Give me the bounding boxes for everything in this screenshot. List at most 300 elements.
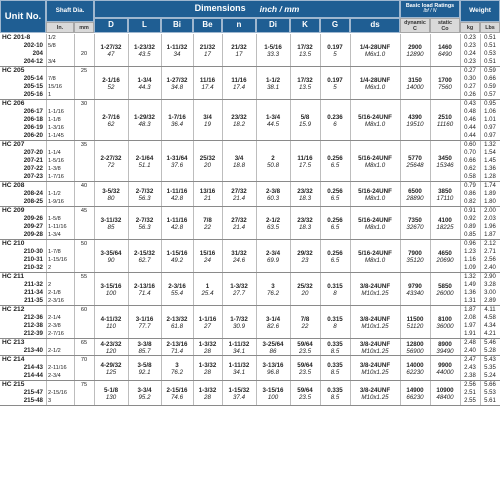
- table-row: [0, 306, 500, 339]
- dim-l: [128, 387, 161, 401]
- rating-static-lbf: 9900: [438, 362, 452, 369]
- dim-g: [320, 77, 350, 91]
- rating-static-n: 39490: [436, 348, 454, 355]
- weight-kg-values: [460, 306, 480, 338]
- dim-l-inch: 1-23/32: [134, 44, 155, 51]
- dim-d: [94, 250, 128, 264]
- weight-kg: 0.24: [464, 51, 476, 57]
- shaft-mm-values: [74, 381, 94, 405]
- rating-static-n: 11160: [436, 121, 454, 128]
- dim-ds-inch: 5/16-24UNF: [358, 114, 392, 121]
- unit-number: HC 215: [2, 381, 25, 388]
- dim-l: [128, 44, 161, 58]
- dim-di: [256, 114, 290, 128]
- header-lbs-label: Lbs: [485, 24, 495, 31]
- weight-lbs-values: [480, 67, 500, 99]
- dim-ds-mm: M10x1.25: [361, 323, 389, 330]
- shaft-mm: [74, 58, 94, 66]
- rating-dynamic-n: 35120: [406, 257, 424, 264]
- weight-lbs: 1.80: [484, 199, 496, 205]
- dim-k-inch: 59/64: [297, 341, 313, 348]
- shaft-inch: 2-15/16: [48, 390, 67, 396]
- dim-di-mm: 44.5: [266, 121, 280, 128]
- weight-lbs: 4.11: [484, 307, 496, 313]
- shaft-inch: 5/8: [48, 43, 56, 49]
- header-col-ds: [350, 18, 400, 33]
- dim-ds-mm: M10x1.25: [361, 394, 389, 401]
- unit-number: HC 212: [2, 306, 25, 313]
- shaft-inch: 1-5/16: [48, 158, 64, 164]
- table-row: [0, 240, 500, 273]
- unit-number: 206-19: [23, 124, 43, 131]
- dim-d-mm: 80: [107, 195, 115, 202]
- dim-g-inch: 0.256: [327, 250, 343, 257]
- shaft-inch: 7/8: [48, 76, 56, 82]
- shaft-inch: 1-15/16: [48, 257, 67, 263]
- dim-ds-inch: 5/16-24UNF: [358, 250, 392, 257]
- weight-lbs: 1.32: [484, 142, 496, 148]
- shaft-inch: 1-1/4: [48, 150, 61, 156]
- dim-d: [94, 283, 128, 297]
- dim-n-mm: 18.8: [232, 162, 246, 169]
- dim-bi-mm: 37.6: [170, 162, 184, 169]
- header-col-bi-label: Bi: [173, 20, 181, 30]
- unit-number: 209-26: [23, 215, 43, 222]
- dim-n-inch: 3/4: [234, 155, 244, 162]
- unit-number: 210-32: [23, 264, 43, 271]
- dim-g: [320, 387, 350, 401]
- shaft-inch: 1-3/16: [48, 125, 64, 131]
- dim-k: [290, 283, 320, 297]
- dim-l: [128, 250, 161, 264]
- weight-kg: 1.91: [464, 331, 476, 337]
- dim-d: [94, 387, 128, 401]
- weight-lbs: 2.90: [484, 274, 496, 280]
- unit-number: 209-27: [23, 223, 43, 230]
- weight-lbs: 1.45: [484, 158, 496, 164]
- dim-be-inch: 15/16: [199, 250, 216, 257]
- dim-g: [320, 217, 350, 231]
- dim-g-inch: 0.197: [327, 44, 343, 51]
- dim-l: [128, 114, 161, 128]
- dim-k-mm: 23.5: [298, 348, 312, 355]
- dim-d-mm: 85: [107, 224, 115, 231]
- weight-lbs-values: [480, 273, 500, 305]
- weight-lbs: 5.66: [484, 382, 496, 388]
- dim-di-inch: 1-5/16: [264, 44, 282, 51]
- rating-dynamic-lbf: 7900: [408, 250, 422, 257]
- unit-number: 208-24: [23, 190, 43, 197]
- dim-n-mm: 17: [235, 51, 243, 58]
- header-in-label: In.: [56, 24, 64, 31]
- header-ratings: [400, 0, 460, 18]
- dim-g-inch: 0.315: [327, 316, 343, 323]
- shaft-inch: 2-1/8: [48, 290, 61, 296]
- dim-k-mm: 13.5: [298, 51, 312, 58]
- dim-di-mm: 100: [267, 394, 279, 401]
- dim-k-inch: 23/32: [297, 217, 313, 224]
- shaft-mm: [74, 215, 94, 223]
- dim-k: [290, 387, 320, 401]
- rating-static-lbf: 3450: [438, 155, 452, 162]
- dim-n-inch: 1-11/32: [228, 341, 250, 348]
- weight-kg: 2.47: [464, 357, 476, 363]
- dim-ds-mm: M8x1.0: [364, 121, 386, 128]
- rating-dynamic: [400, 250, 430, 264]
- dim-k-inch: 59/64: [297, 387, 313, 394]
- dim-ds: [350, 283, 400, 297]
- dim-d: [94, 217, 128, 231]
- unit-number: 207-22: [23, 165, 43, 172]
- dim-k: [290, 44, 320, 58]
- weight-kg: 1.49: [464, 282, 476, 288]
- dim-n: [222, 114, 256, 128]
- weight-kg: 0.62: [464, 166, 476, 172]
- unit-number: 205-16: [23, 91, 43, 98]
- weight-lbs: 0.57: [484, 92, 496, 98]
- header-col-di-label: Di: [269, 20, 277, 30]
- dim-n-mm: 30.9: [232, 323, 246, 330]
- shaft-mm: [74, 397, 94, 405]
- table-row: [0, 339, 500, 356]
- unit-number: 210-31: [23, 256, 43, 263]
- dim-di-mm: 50.8: [266, 162, 280, 169]
- dim-bi-inch: 2-15/16: [166, 387, 188, 394]
- header-col-ds-label: ds: [370, 20, 380, 30]
- header-col-g-label: G: [331, 20, 339, 30]
- dim-bi-inch: 1-15/16: [166, 250, 188, 257]
- dim-be-inch: 1-1/16: [198, 316, 217, 323]
- dim-ds-inch: 3/8-24UNF: [359, 387, 391, 394]
- dim-bi-inch: 1-11/32: [166, 44, 188, 51]
- weight-lbs: 5.24: [484, 373, 496, 379]
- dim-bi: [161, 114, 193, 128]
- unit-numbers: [0, 34, 46, 66]
- unit-number: 205-14: [23, 75, 43, 82]
- dim-d: [94, 114, 128, 128]
- dim-di: [256, 44, 290, 58]
- weight-lbs: 4.34: [484, 323, 496, 329]
- weight-kg: 0.96: [464, 241, 476, 247]
- dim-di-inch: 2-1/2: [265, 217, 281, 224]
- dim-be-mm: 21: [204, 195, 211, 202]
- shaft-inch: 2-3/4: [48, 373, 61, 379]
- unit-numbers: [0, 273, 46, 305]
- header-dynamic: [400, 18, 430, 33]
- dim-n: [222, 250, 256, 264]
- rating-dynamic: [400, 316, 430, 330]
- dim-k-mm: 20: [301, 290, 309, 297]
- dim-k-mm: 15.9: [298, 121, 312, 128]
- rating-dynamic-lbf: 4390: [408, 114, 422, 121]
- unit-numbers: [0, 207, 46, 239]
- rating-dynamic: [400, 155, 430, 169]
- header-shaft-dia-label: Shaft Dia.: [55, 6, 85, 14]
- dim-di: [256, 77, 290, 91]
- unit-numbers: [0, 240, 46, 272]
- weight-kg: 0.60: [464, 142, 476, 148]
- weight-kg: 0.44: [464, 125, 476, 131]
- weight-lbs: 0.51: [484, 35, 496, 41]
- weight-kg: 0.58: [464, 174, 476, 180]
- dim-be-mm: 28: [204, 369, 211, 376]
- header-inch-mm-label: inch / mm: [259, 3, 300, 14]
- weight-kg-values: [460, 34, 480, 66]
- rating-dynamic: [400, 44, 430, 58]
- dim-bi: [161, 250, 193, 264]
- dim-l: [128, 155, 161, 169]
- rating-dynamic-n: 19510: [406, 121, 424, 128]
- unit-number: HC 201-8: [2, 34, 31, 41]
- unit-number: 211-35: [24, 297, 43, 304]
- dim-n: [222, 77, 256, 91]
- dim-ds: [350, 77, 400, 91]
- weight-kg: 0.44: [464, 133, 476, 139]
- shaft-mm-values: [74, 240, 94, 272]
- shaft-inch: [48, 100, 74, 108]
- shaft-inch-values: [46, 182, 74, 206]
- shaft-mm-values: [74, 34, 94, 66]
- dim-be-inch: 25/32: [199, 155, 216, 162]
- dim-di: [256, 387, 290, 401]
- dim-n-inch: 21/32: [231, 44, 247, 51]
- table-row: [0, 356, 500, 381]
- dim-bi: [161, 44, 193, 58]
- shaft-mm: [74, 198, 94, 206]
- dim-be-inch: 1-3/32: [198, 362, 217, 369]
- weight-lbs: 5.35: [484, 365, 496, 371]
- dim-bi: [161, 316, 193, 330]
- header-col-k-label: K: [302, 20, 308, 30]
- shaft-inch: 1-1/45: [48, 133, 64, 139]
- weight-kg: 1.16: [464, 257, 476, 263]
- weight-lbs: 0.97: [484, 125, 496, 131]
- dim-g: [320, 188, 350, 202]
- dim-ds-mm: M8x1.0: [364, 257, 386, 264]
- dim-n-mm: 21.4: [232, 195, 246, 202]
- dim-n-inch: 23/32: [231, 114, 247, 121]
- dim-ds-inch: 5/16-24UNF: [358, 155, 392, 162]
- dim-be-inch: 21/32: [199, 44, 216, 51]
- dim-d-inch: 1-27/32: [100, 44, 122, 51]
- unit-number: 214-43: [23, 364, 43, 371]
- dim-di: [256, 283, 290, 297]
- dim-ds: [350, 250, 400, 264]
- weight-lbs: 1.74: [484, 183, 496, 189]
- weight-lbs-values: [480, 339, 500, 355]
- dim-ds-inch: 5/16-24UNF: [358, 188, 392, 195]
- shaft-mm-values: [74, 339, 94, 355]
- weight-kg: 2.43: [464, 365, 476, 371]
- shaft-inch: [48, 306, 74, 314]
- rating-dynamic: [400, 114, 430, 128]
- dim-di: [256, 217, 290, 231]
- dim-bi-mm: 42.8: [170, 195, 184, 202]
- unit-numbers: [0, 100, 46, 140]
- rating-dynamic-n: 28890: [406, 195, 424, 202]
- unit-numbers: [0, 356, 46, 380]
- dim-n: [222, 155, 256, 169]
- dim-be: [193, 217, 222, 231]
- shaft-mm: [74, 364, 94, 372]
- header-ratings-unit: lbf / N: [423, 8, 437, 15]
- dim-di-mm: 96.8: [266, 369, 280, 376]
- unit-number: 209-28: [23, 231, 43, 238]
- dim-d-inch: 4-29/32: [100, 362, 122, 369]
- shaft-inch: [48, 182, 74, 190]
- weight-lbs: 0.51: [484, 59, 496, 65]
- header-col-be: [193, 18, 222, 33]
- weight-kg: 0.23: [464, 43, 476, 49]
- dim-k-inch: 17/32: [297, 44, 313, 51]
- unit-number: HC 213: [2, 339, 25, 346]
- dim-be: [193, 188, 222, 202]
- weight-lbs-values: [480, 207, 500, 239]
- dim-g-mm: 6.5: [330, 257, 340, 264]
- dim-g-mm: 6.5: [330, 195, 340, 202]
- dim-k-inch: 17/32: [297, 77, 313, 84]
- header-static: [430, 18, 460, 33]
- weight-kg: 1.23: [464, 249, 476, 255]
- rating-dynamic-lbf: 14000: [406, 362, 424, 369]
- dim-d: [94, 362, 128, 376]
- dim-g: [320, 316, 350, 330]
- unit-numbers: [0, 67, 46, 99]
- shaft-mm: [74, 108, 94, 116]
- shaft-inch: 2-3/8: [48, 323, 61, 329]
- dim-ds-mm: M6x1.0: [364, 51, 386, 58]
- dim-l-mm: 48.3: [138, 121, 151, 128]
- dim-bi: [161, 188, 193, 202]
- weight-kg: 2.48: [464, 340, 476, 346]
- dim-l-inch: 2-7/32: [135, 188, 154, 195]
- dim-l-mm: 62.7: [138, 257, 151, 264]
- header-in: [46, 22, 74, 33]
- unit-number: 206-18: [23, 116, 43, 123]
- dim-be-mm: 24: [204, 257, 211, 264]
- dim-g-inch: 0.335: [327, 387, 343, 394]
- header-kg-label: kg: [466, 24, 474, 31]
- weight-lbs: 1.01: [484, 117, 496, 123]
- shaft-mm: [74, 149, 94, 157]
- unit-number: 207-21: [23, 157, 43, 164]
- dim-l-mm: 51.1: [138, 162, 151, 169]
- dim-k: [290, 362, 320, 376]
- unit-number: HC 207: [2, 141, 25, 148]
- weight-lbs: 5.46: [484, 340, 496, 346]
- dim-k-mm: 23.5: [298, 369, 312, 376]
- dim-be-inch: 3/4: [203, 114, 212, 121]
- dim-ds-mm: M6x1.0: [364, 84, 386, 91]
- unit-number: 208-25: [23, 198, 43, 205]
- weight-lbs: 0.53: [484, 51, 496, 57]
- rating-static: [430, 188, 460, 202]
- dim-n-inch: 31/32: [231, 250, 247, 257]
- dim-bi-mm: 55.4: [170, 290, 184, 297]
- weight-lbs-values: [480, 100, 500, 140]
- rating-static-n: 36000: [436, 323, 454, 330]
- rating-dynamic-lbf: 12800: [406, 341, 424, 348]
- unit-number: 210-30: [23, 248, 43, 255]
- dim-g-inch: 0.335: [327, 341, 343, 348]
- weight-lbs: 2.56: [484, 257, 496, 263]
- dim-g-mm: 6: [333, 121, 337, 128]
- shaft-mm: 35: [80, 142, 88, 148]
- weight-lbs: 5.28: [484, 348, 496, 354]
- unit-numbers: [0, 306, 46, 338]
- shaft-inch: 3/4: [48, 59, 56, 65]
- dim-n-mm: 27.7: [232, 290, 246, 297]
- shaft-inch: 1-7/16: [48, 174, 64, 180]
- shaft-inch: 1/2: [48, 35, 56, 41]
- shaft-mm: [74, 330, 94, 338]
- unit-numbers: [0, 141, 46, 181]
- shaft-inch: 2: [48, 282, 52, 288]
- shaft-mm: [74, 91, 94, 99]
- dim-ds: [350, 316, 400, 330]
- dim-l: [128, 283, 161, 297]
- rating-static: [430, 362, 460, 376]
- dim-ds: [350, 362, 400, 376]
- dim-bi: [161, 77, 193, 91]
- weight-lbs-values: [480, 356, 500, 380]
- dim-be: [193, 341, 222, 355]
- dim-g: [320, 283, 350, 297]
- weight-kg: 0.23: [464, 59, 476, 65]
- shaft-mm: [74, 83, 94, 91]
- dim-k-inch: 5/8: [300, 114, 310, 121]
- dim-di-mm: 82.6: [266, 323, 280, 330]
- dim-g: [320, 341, 350, 355]
- dim-d: [94, 44, 128, 58]
- dim-ds-inch: 3/8-24UNF: [359, 283, 391, 290]
- dim-ds-inch: 3/8-24UNF: [359, 316, 391, 323]
- dim-l: [128, 77, 161, 91]
- header-dimensions-label: Dimensions: [194, 3, 246, 14]
- dim-n: [222, 316, 256, 330]
- dim-d-inch: 3-15/16: [100, 283, 122, 290]
- weight-kg: 2.56: [464, 382, 476, 388]
- dim-di-inch: 3-13/16: [262, 362, 284, 369]
- dim-g-mm: 8: [333, 290, 337, 297]
- dim-bi-inch: 2-3/16: [168, 283, 186, 290]
- table-row: [0, 34, 500, 67]
- dim-bi-mm: 76.2: [170, 369, 184, 376]
- weight-lbs: 5.61: [484, 398, 496, 404]
- table-row: [0, 182, 500, 207]
- dim-bi-mm: 71.4: [170, 348, 184, 355]
- dim-be-mm: 28: [204, 348, 211, 355]
- shaft-mm-values: [74, 182, 94, 206]
- dim-n: [222, 217, 256, 231]
- dim-d-inch: 2-7/16: [102, 114, 120, 121]
- shaft-mm: [74, 223, 94, 231]
- dim-bi: [161, 217, 193, 231]
- rating-static-lbf: 2510: [438, 114, 452, 121]
- dim-g: [320, 362, 350, 376]
- weight-kg: 0.85: [464, 232, 476, 238]
- weight-kg: 1.09: [464, 265, 476, 271]
- dim-n-mm: 18.2: [232, 121, 246, 128]
- dim-k-inch: 29/32: [297, 250, 313, 257]
- dim-n-mm: 37.4: [232, 394, 246, 401]
- dim-g: [320, 114, 350, 128]
- dim-be-inch: 1-3/32: [198, 387, 217, 394]
- rating-static-n: 7560: [438, 84, 452, 91]
- dim-di-inch: 3: [271, 283, 275, 290]
- dim-d-mm: 90: [107, 257, 115, 264]
- weight-lbs: 2.03: [484, 216, 496, 222]
